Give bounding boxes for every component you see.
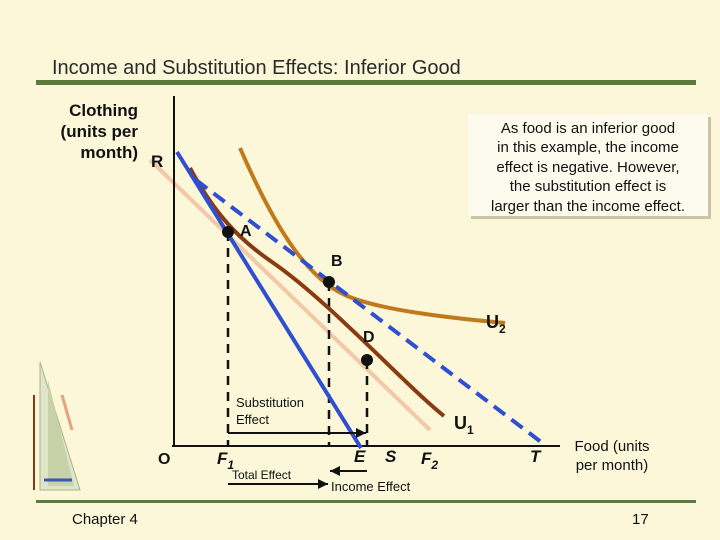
label-f2-base: F — [421, 449, 432, 468]
note-line-5: larger than the income effect. — [490, 197, 685, 215]
label-e: E — [354, 447, 366, 466]
total-effect-label: Total Effect — [232, 468, 292, 482]
y-axis-label-line-3: month) — [80, 143, 138, 162]
label-d: D — [363, 329, 375, 346]
y-axis-label-line-2: (units per — [60, 122, 138, 141]
substitution-effect-label-1: Substitution — [236, 395, 304, 410]
label-f1-base: F — [217, 449, 228, 468]
label-u1 — [454, 413, 474, 437]
label-f1-sub: 1 — [227, 458, 235, 472]
income-effect-arrowhead — [330, 466, 340, 476]
y-axis-label-line-1: Clothing — [69, 101, 138, 120]
note-line-4: the substitution effect is — [509, 178, 667, 196]
substitution-effect-arrowhead — [356, 428, 366, 438]
label-a: A — [240, 223, 252, 240]
label-u1-sub: 1 — [467, 423, 474, 437]
substitution-effect-label-2: Effect — [236, 412, 270, 427]
label-t: T — [530, 447, 541, 466]
slide-title: Income and Substitution Effects: Inferior Good — [52, 57, 461, 79]
income-effect-label: Income Effect — [331, 479, 411, 494]
chapter-label: Chapter 4 — [72, 511, 138, 528]
label-b: B — [331, 253, 343, 270]
indifference-curve-u2 — [240, 148, 505, 323]
label-u2-base: U — [486, 312, 499, 332]
x-axis-label-line-1: Food (units — [574, 438, 650, 455]
label-r: R — [151, 152, 164, 171]
x-axis-label-line-2: per month) — [575, 457, 649, 474]
note-line-2: in this example, the income — [497, 139, 679, 157]
total-effect-arrowhead — [318, 479, 328, 489]
note-line-1: As food is an inferior good — [500, 120, 676, 137]
label-u2-sub: 2 — [499, 322, 506, 336]
point-d — [361, 354, 373, 366]
label-origin: O — [158, 451, 171, 468]
label-f2 — [421, 449, 438, 472]
note-line-3: effect is negative. However, — [496, 158, 680, 176]
faint-reference-line — [150, 160, 430, 430]
point-b — [323, 276, 335, 288]
label-u2 — [486, 312, 506, 336]
label-s: S — [385, 447, 397, 466]
point-a — [222, 226, 234, 238]
label-f2-sub: 2 — [431, 458, 439, 472]
footer-rule — [36, 500, 696, 503]
page-number: 17 — [632, 511, 649, 528]
label-u1-base: U — [454, 413, 467, 433]
decorative-triangle-logo — [34, 362, 80, 490]
